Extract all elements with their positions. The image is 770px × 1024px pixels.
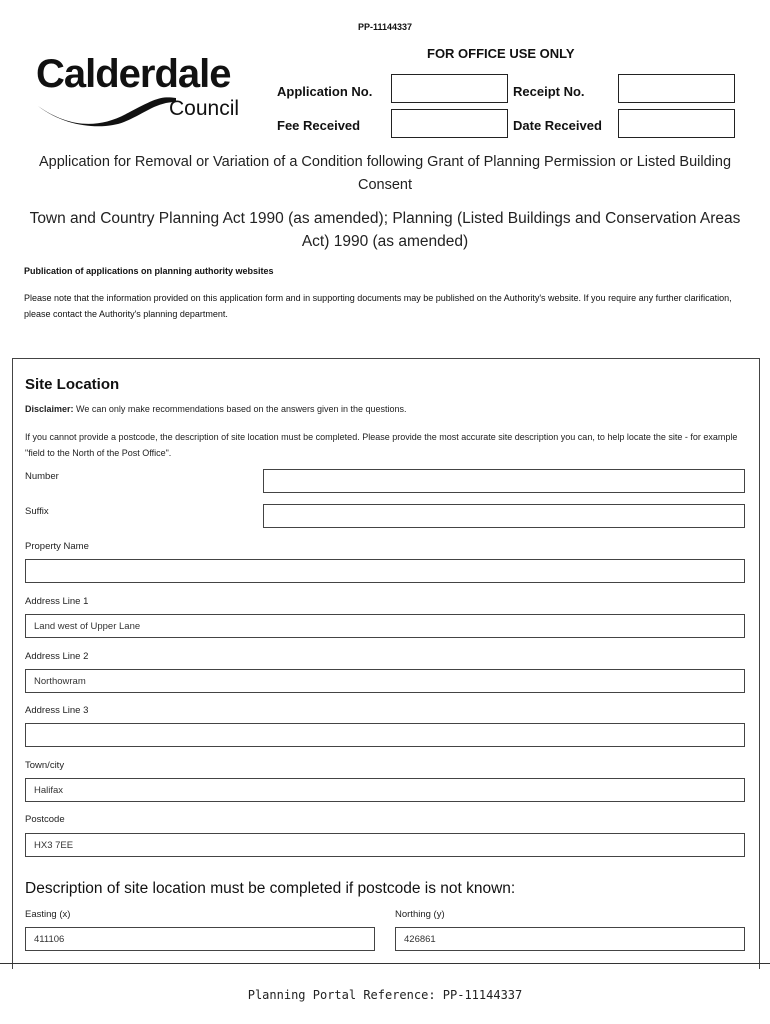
address-line-1-label: Address Line 1 <box>25 596 89 607</box>
publication-heading: Publication of applications on planning authority websites <box>24 266 274 276</box>
disclaimer <box>25 404 407 414</box>
site-location-title: Site Location <box>25 376 120 393</box>
northing-field[interactable]: 426861 <box>395 927 745 951</box>
application-no-label: Application No. <box>277 84 373 99</box>
act-title: Town and Country Planning Act 1990 (as amended); Planning (Listed Buildings and Conservation Areas Act) 1990 (as amended) <box>29 210 741 250</box>
reference-number: PP-11144337 <box>357 22 413 32</box>
logo-name: Calderdale <box>36 52 231 96</box>
disclaimer-text: We can only make recommendations based on the answers given in the questions. <box>73 404 407 414</box>
disclaimer-label: Disclaimer: <box>25 404 74 414</box>
address-line-3-field[interactable] <box>25 723 745 747</box>
form-title: Application for Removal or Variation of a Condition following Grant of Planning Permission or Listed Building Consent <box>38 154 732 193</box>
suffix-label: Suffix <box>25 506 49 517</box>
easting-label: Easting (x) <box>25 909 71 920</box>
town-city-field[interactable]: Halifax <box>25 778 745 802</box>
page-separator <box>0 963 770 964</box>
logo-wave-icon <box>36 92 176 128</box>
application-no-box[interactable] <box>391 74 508 103</box>
number-field[interactable] <box>263 469 745 493</box>
address-line-1-field[interactable]: Land west of Upper Lane <box>25 614 745 638</box>
receipt-no-box[interactable] <box>618 74 735 103</box>
postcode-label: Postcode <box>25 814 65 825</box>
easting-field[interactable]: 411106 <box>25 927 375 951</box>
address-line-2-label: Address Line 2 <box>25 651 89 662</box>
receipt-no-label: Receipt No. <box>513 84 585 99</box>
date-received-label: Date Received <box>513 118 602 133</box>
office-use-title: FOR OFFICE USE ONLY <box>427 46 575 61</box>
number-label: Number <box>25 471 59 482</box>
northing-label: Northing (y) <box>395 909 445 920</box>
logo-subname: Council <box>169 97 240 120</box>
town-city-label: Town/city <box>25 760 65 771</box>
suffix-field[interactable] <box>263 504 745 528</box>
property-name-label: Property Name <box>25 541 89 552</box>
address-line-3-label: Address Line 3 <box>25 705 89 716</box>
address-line-2-field[interactable]: Northowram <box>25 669 745 693</box>
calderdale-council-logo <box>36 52 254 126</box>
footer-reference: Planning Portal Reference: PP-11144337 <box>247 988 523 1002</box>
date-received-box[interactable] <box>618 109 735 138</box>
publication-text: Please note that the information provided on this application form and in supporting documents may be published on the Authority's website. If you require any further clarification, please contact the Authority's planning department. <box>24 293 732 319</box>
fee-received-label: Fee Received <box>277 118 361 133</box>
fee-received-box[interactable] <box>391 109 508 138</box>
description-heading: Description of site location must be completed if postcode is not known: <box>25 880 516 897</box>
postcode-field[interactable]: HX3 7EE <box>25 833 745 857</box>
property-name-field[interactable] <box>25 559 745 583</box>
site-instructions: If you cannot provide a postcode, the description of site location must be completed. Please provide the most accurate site description you can, to help locate the site - for example "field to the North of the Post Office". <box>25 432 738 458</box>
